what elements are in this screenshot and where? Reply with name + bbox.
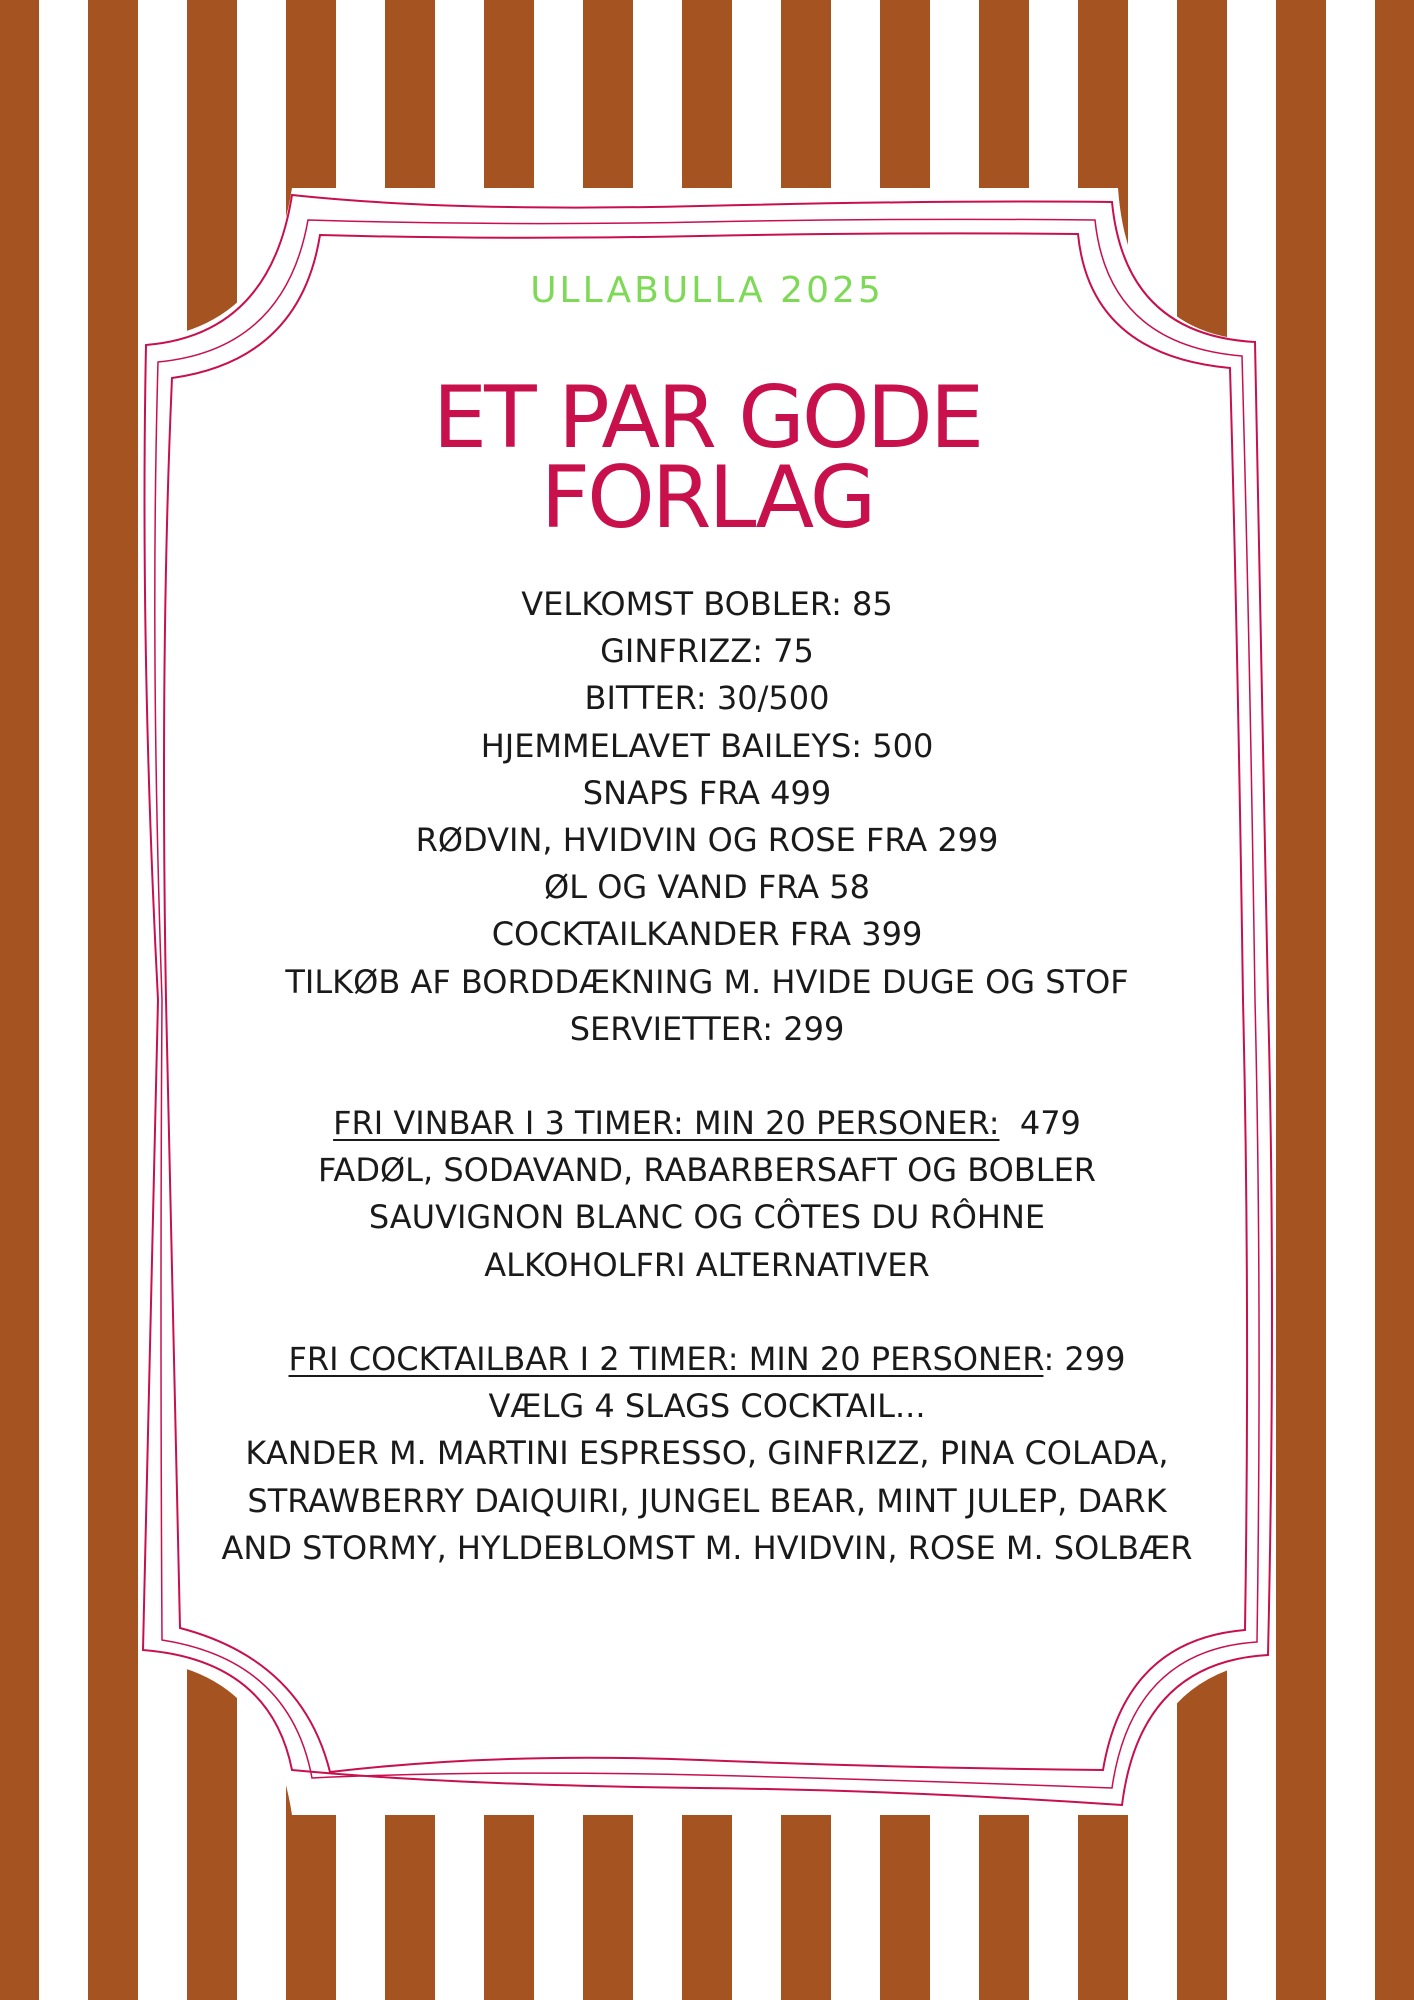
vinbar-line: FADØL, SODAVAND, RABARBERSAFT OG BOBLER <box>317 1151 1097 1190</box>
vinbar-heading: FRI VINBAR I 3 TIMER: MIN 20 PERSONER: <box>333 1104 1000 1143</box>
cocktailbar-line: KANDER M. MARTINI ESPRESSO, GINFRIZZ, PINA COLADA, <box>245 1434 1169 1473</box>
vinbar-line: SAUVIGNON BLANC OG CÔTES DU RÔHNE <box>368 1198 1046 1237</box>
cocktailbar-price: : 299 <box>1043 1340 1126 1378</box>
title-line-1: ET PAR GODE <box>432 368 982 468</box>
event-subtitle: ULLABULLA 2025 <box>530 270 884 311</box>
cocktailbar-heading-line <box>170 1336 1244 1383</box>
title-line-2: FORLAG <box>540 448 874 548</box>
menu-item: SERVIETTER: 299 <box>569 1009 845 1048</box>
section-spacer <box>170 1289 1244 1336</box>
menu-item: ØL OG VAND FRA 58 <box>544 868 870 907</box>
menu-item: RØDVIN, HVIDVIN OG ROSE FRA 299 <box>415 820 999 859</box>
vinbar-price: 479 <box>999 1104 1081 1143</box>
menu-item: TILKØB AF BORDDÆKNING M. HVIDE DUGE OG STOF <box>285 962 1129 1001</box>
menu-item: GINFRIZZ: 75 <box>600 632 814 671</box>
cocktailbar-line: STRAWBERRY DAIQUIRI, JUNGEL BEAR, MINT JULEP, DARK <box>247 1481 1167 1520</box>
section-spacer <box>170 1053 1244 1100</box>
page-title <box>170 368 1244 548</box>
menu-item: HJEMMELAVET BAILEYS: 500 <box>480 726 934 765</box>
menu-item: COCKTAILKANDER FRA 399 <box>491 915 923 954</box>
menu-list <box>170 581 1244 1572</box>
menu-item: VELKOMST BOBLER: 85 <box>521 585 893 623</box>
menu-item: SNAPS FRA 499 <box>582 773 832 812</box>
cocktailbar-line: AND STORMY, HYLDEBLOMST M. HVIDVIN, ROSE M. SOLBÆR <box>221 1528 1193 1567</box>
menu-item: BITTER: 30/500 <box>584 679 830 718</box>
vinbar-heading-line <box>170 1100 1244 1147</box>
cocktailbar-line: VÆLG 4 SLAGS COCKTAIL... <box>488 1387 926 1426</box>
vinbar-line: ALKOHOLFRI ALTERNATIVER <box>484 1245 930 1284</box>
cocktailbar-heading: FRI COCKTAILBAR I 2 TIMER: MIN 20 PERSONER <box>288 1340 1044 1378</box>
